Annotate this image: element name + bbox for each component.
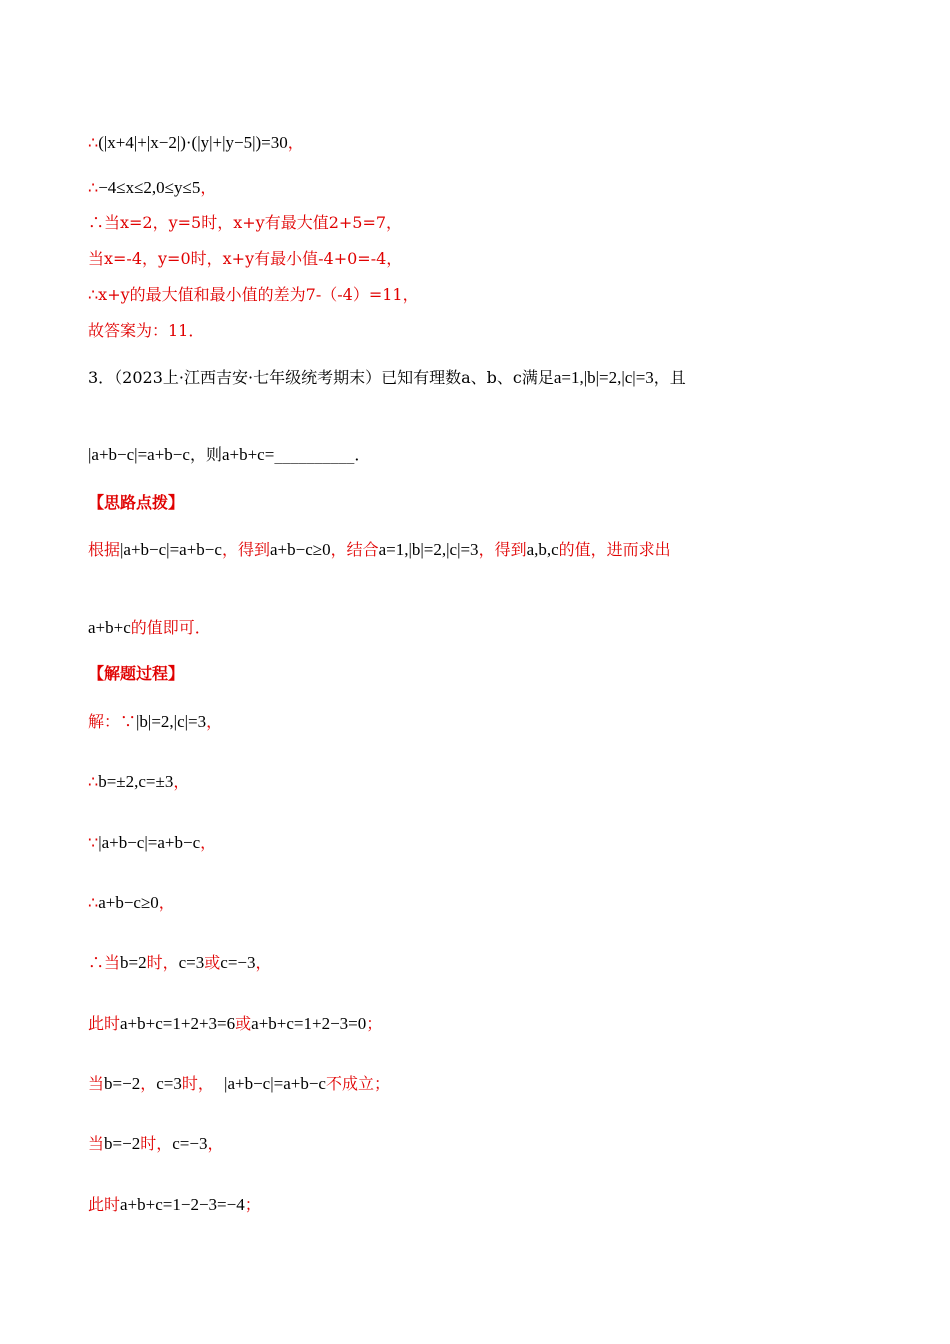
math-expression: b=±2,c=±3 [98,772,174,791]
text: ，结合 [330,540,379,559]
because-symbol: ∵ [88,833,99,852]
punct: ， [287,133,304,152]
hint-heading: 【思路点拨】 [88,493,185,512]
text: 的值即可． [130,618,211,637]
top-line-5: ∴x+y的最大值和最小值的差为7-（-4）=11， [88,285,419,304]
text: 时， [146,953,179,972]
text: 此时 [88,1195,121,1214]
math-expression: c=−3 [220,953,256,972]
math-expression: b=−2 [104,1074,141,1093]
text: ，得到 [221,540,270,559]
math-expression: |b|=2,|c|=3 [136,712,207,731]
hint-line-2 [88,617,890,639]
problem-tail: ，且 [653,368,686,387]
math-expression: a+b+c=1+2+3=6 [120,1014,236,1033]
math-expression: a+b+c=1−2−3=−4 [120,1195,245,1214]
math-expression: c=−3 [172,1134,208,1153]
text: 时， [181,1074,214,1093]
top-line-4: 当x=-4，y=0时，x+y有最小值-4+0=-4， [88,249,403,268]
text: 的值，进而求出 [558,540,671,559]
text: ，得到 [478,540,527,559]
punct: ， [255,953,272,972]
math-expression: a+b−c≥0 [98,893,159,912]
top-line-1 [88,132,890,154]
math-expression: c=3 [156,1074,182,1093]
punct: ， [206,712,223,731]
math-expression: a+b+c=1+2−3=0 [251,1014,367,1033]
punct: ； [244,1195,261,1214]
solution-step-5 [88,952,890,974]
solution-step-4 [88,892,890,914]
math-expression: a=1,|b|=2,|c|=3 [378,540,479,559]
solution-step-1 [88,711,890,733]
text: 当 [88,1074,105,1093]
solution-step-8 [88,1133,890,1155]
punct: ， [158,893,175,912]
problem-statement [88,367,890,389]
math-expression: c=3 [178,953,205,972]
text: 时， [140,1134,173,1153]
math-expression: a+b−c≥0 [269,540,331,559]
therefore-symbol: ∴ [88,893,99,912]
text: 不成立； [325,1074,390,1093]
text: 根据 [88,540,121,559]
punct: ， [200,833,217,852]
answer-line: 故答案为：11． [88,321,205,340]
punct: ， [207,1134,224,1153]
punct: ， [200,178,217,197]
math-expression: a+b+c= [221,445,275,464]
solution-step-3 [88,832,890,854]
problem-text: 3．（2023上·江西吉安·七年级统考期末）已知有理数a、b、c满足 [88,368,554,387]
math-expression: |a+b−c|=a+b−c [120,540,222,559]
math-expression: |a+b−c|=a+b−c [224,1074,326,1093]
solution-step-2 [88,771,890,793]
problem-line-2 [88,444,890,466]
solution-step-6 [88,1013,890,1035]
top-line-3: ∴当x=2，y=5时，x+y有最大值2+5=7， [88,213,403,232]
math-expression: a+b+c [88,618,131,637]
hint-line-1 [88,539,890,561]
math-expression: |a+b−c|=a+b−c [88,445,190,464]
math-expression: a=1,|b|=2,|c|=3 [553,368,654,387]
answer-blank: __________ [274,445,355,464]
text: 或 [204,953,221,972]
text: ∴当 [88,953,121,972]
math-expression: |a+b−c|=a+b−c [98,833,201,852]
punct: ． [354,445,371,464]
solution-heading: 【解题过程】 [88,664,185,683]
top-line-2 [88,177,890,199]
math-expression: −4≤x≤2,0≤y≤5 [98,178,201,197]
punct: ； [366,1014,383,1033]
text: 当 [88,1134,105,1153]
text: ， [140,1074,157,1093]
therefore-symbol: ∴ [88,178,99,197]
text: 此时 [88,1014,121,1033]
math-expression: (|x+4|+|x−2|)·(|y|+|y−5|)=30 [98,133,288,152]
therefore-symbol: ∴ [88,133,99,152]
solution-step-7 [88,1073,890,1095]
solution-step-9 [88,1194,890,1216]
text: 解：∵ [88,712,137,731]
math-expression: a,b,c [526,540,559,559]
text: 或 [235,1014,252,1033]
math-expression: b=2 [120,953,147,972]
text: ，则 [189,445,222,464]
punct: ， [173,772,190,791]
math-expression: b=−2 [104,1134,141,1153]
therefore-symbol: ∴ [88,772,99,791]
